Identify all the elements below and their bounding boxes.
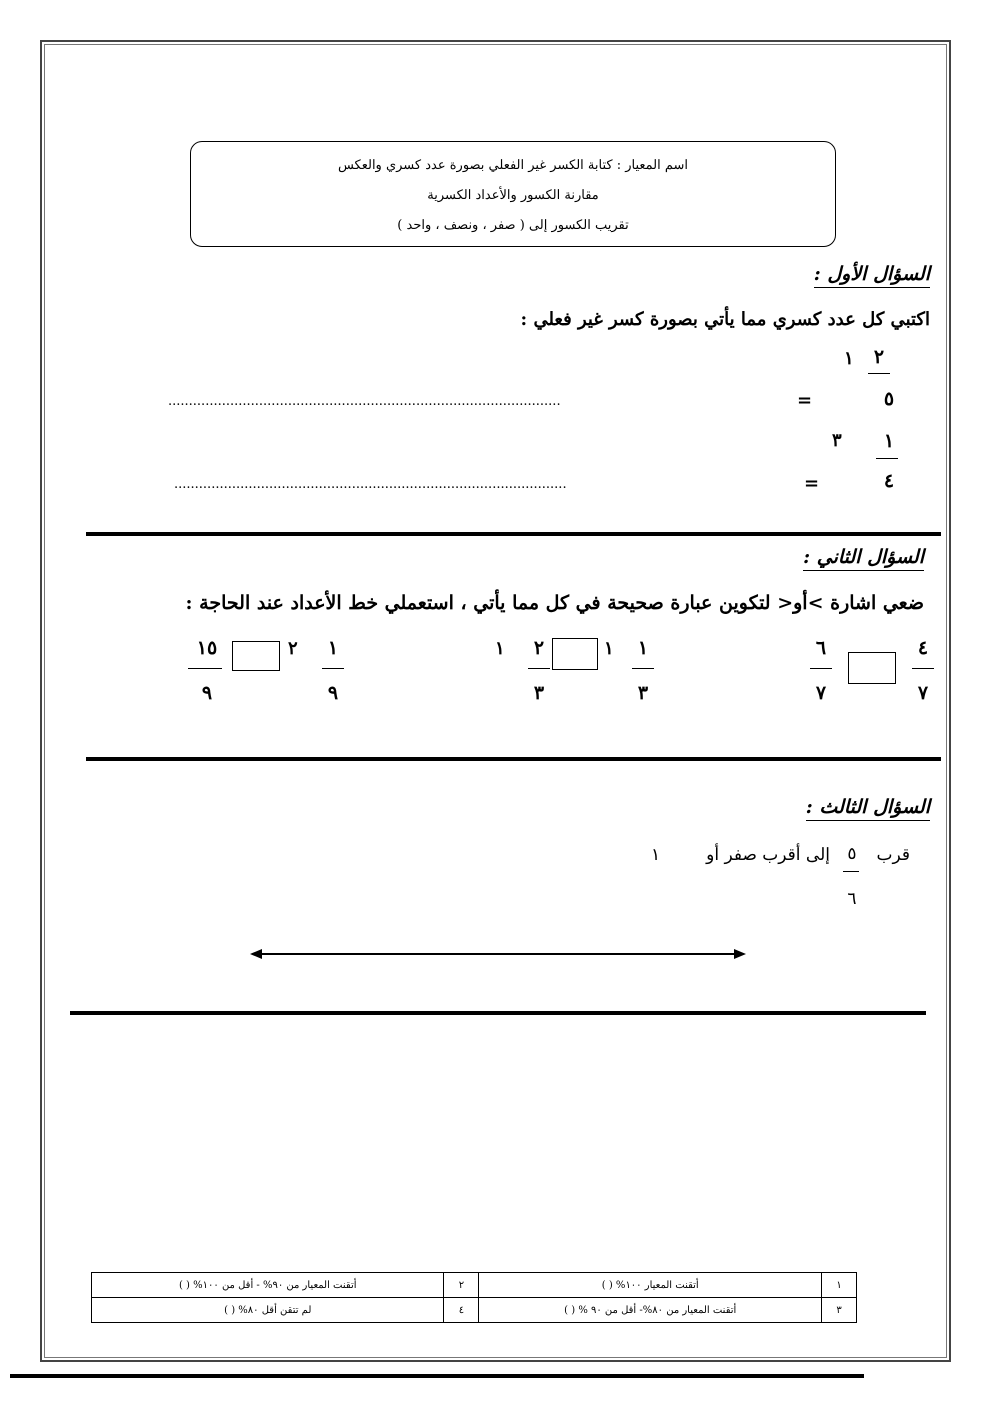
criteria-box: [190, 141, 836, 247]
q2-c3-right-denominator: ٩: [201, 682, 213, 704]
q3-text-start: قرب: [876, 845, 910, 865]
number-line[interactable]: [248, 944, 748, 964]
q3-fraction-bar: [843, 871, 859, 872]
number-line-right-arrow: [734, 949, 746, 959]
q1-item1-whole: ١: [844, 348, 854, 369]
q2-c1-right-bar: [810, 668, 832, 669]
separator-3: [70, 1011, 926, 1015]
q2-c1-left-denominator: ٧: [917, 682, 929, 704]
q3-numerator: ٥: [847, 844, 857, 864]
q1-item2-denominator: ٤: [883, 470, 895, 492]
q1-item1-answer-line[interactable]: ...............................................................................................: [168, 394, 561, 409]
grading-row: [92, 1298, 857, 1323]
criteria-line-1: اسم المعيار : كتابة الكسر غير الفعلي بصورة عدد كسري والعكس: [337, 158, 689, 173]
q1-item2-equals: =: [804, 473, 820, 494]
grading-cell-num: ٢: [444, 1273, 479, 1298]
q2-c2-right-whole: ١: [495, 638, 505, 659]
bottom-rule: [10, 1374, 864, 1378]
q1-item1-denominator: ٥: [883, 388, 895, 410]
q2-c2-left-denominator: ٣: [637, 682, 649, 704]
q2-c3-right-bar: [188, 668, 222, 669]
q2-c3-left-denominator: ٩: [327, 682, 339, 704]
q2-c3-left-whole: ٢: [288, 638, 298, 659]
q3-title: السؤال الثالث :: [806, 796, 930, 821]
q1-item1-equals: =: [797, 390, 813, 411]
grading-cell-num: ٤: [444, 1298, 479, 1323]
q2-c2-left-numerator: ١: [637, 637, 649, 659]
q2-c3-right-numerator: ١٥: [196, 637, 218, 659]
q3-target: ١: [651, 845, 661, 865]
q1-item2-fraction-bar: [876, 458, 898, 459]
q2-c2-left-bar: [632, 668, 654, 669]
grading-cell-num: ١: [822, 1273, 857, 1298]
separator-2: [86, 757, 941, 761]
q2-c1-answer-box[interactable]: [848, 652, 896, 684]
q1-title: السؤال الأول :: [814, 263, 930, 288]
q2-c1-left-numerator: ٤: [917, 637, 929, 659]
q3-denominator: ٦: [847, 889, 857, 909]
q2-c3-left-bar: [322, 668, 344, 669]
q1-item2-answer-line[interactable]: ...............................................................................................: [174, 477, 567, 492]
number-line-left-arrow: [250, 949, 262, 959]
grading-cell-num: ٣: [822, 1298, 857, 1323]
grading-row: [92, 1273, 857, 1298]
q1-item2-whole: ٣: [832, 430, 842, 451]
q2-c2-right-numerator: ٢: [533, 637, 545, 659]
grading-cell-text[interactable]: لم تتقن أقل ٨٠% ( ): [92, 1298, 444, 1323]
q2-c1-left-bar: [912, 668, 934, 669]
separator-1: [86, 532, 941, 536]
grading-table: [91, 1272, 857, 1323]
q2-c2-left-whole: ١: [604, 638, 614, 659]
q2-c1-right-numerator: ٦: [815, 637, 827, 659]
q2-c3-left-numerator: ١: [327, 637, 339, 659]
q2-c2-right-denominator: ٣: [533, 682, 545, 704]
q2-c2-right-bar: [528, 668, 550, 669]
q2-c2-answer-box[interactable]: [552, 638, 598, 670]
grading-cell-text[interactable]: أتقنت المعيار من ٨٠%- أقل من ٩٠ % ( ): [479, 1298, 822, 1323]
criteria-line-3: تقريب الكسور إلى ( صفر ، ونصف ، واحد ): [397, 218, 629, 233]
q3-text-end: إلى أقرب صفر أو: [706, 845, 830, 865]
q2-title: السؤال الثاني :: [803, 546, 924, 571]
q1-item1-fraction-bar: [868, 373, 890, 374]
grading-cell-text[interactable]: أتقنت المعيار من ٩٠% - أقل من ١٠٠% ( ): [92, 1273, 444, 1298]
q2-c1-right-denominator: ٧: [815, 682, 827, 704]
q1-instruction: اكتبي كل عدد كسري مما يأتي بصورة كسر غير فعلي :: [520, 309, 930, 330]
q2-instruction: ضعي اشارة >أو< لتكوين عبارة صحيحة في كل مما يأتي ، استعملي خط الأعداد عند الحاجة :: [185, 592, 924, 614]
grading-cell-text[interactable]: أتقنت المعيار ١٠٠% ( ): [479, 1273, 822, 1298]
q1-item2-numerator: ١: [883, 430, 895, 452]
q2-c3-answer-box[interactable]: [232, 641, 280, 671]
criteria-line-2: مقارنة الكسور والأعداد الكسرية: [427, 188, 599, 203]
q1-item1-numerator: ٢: [873, 346, 885, 368]
